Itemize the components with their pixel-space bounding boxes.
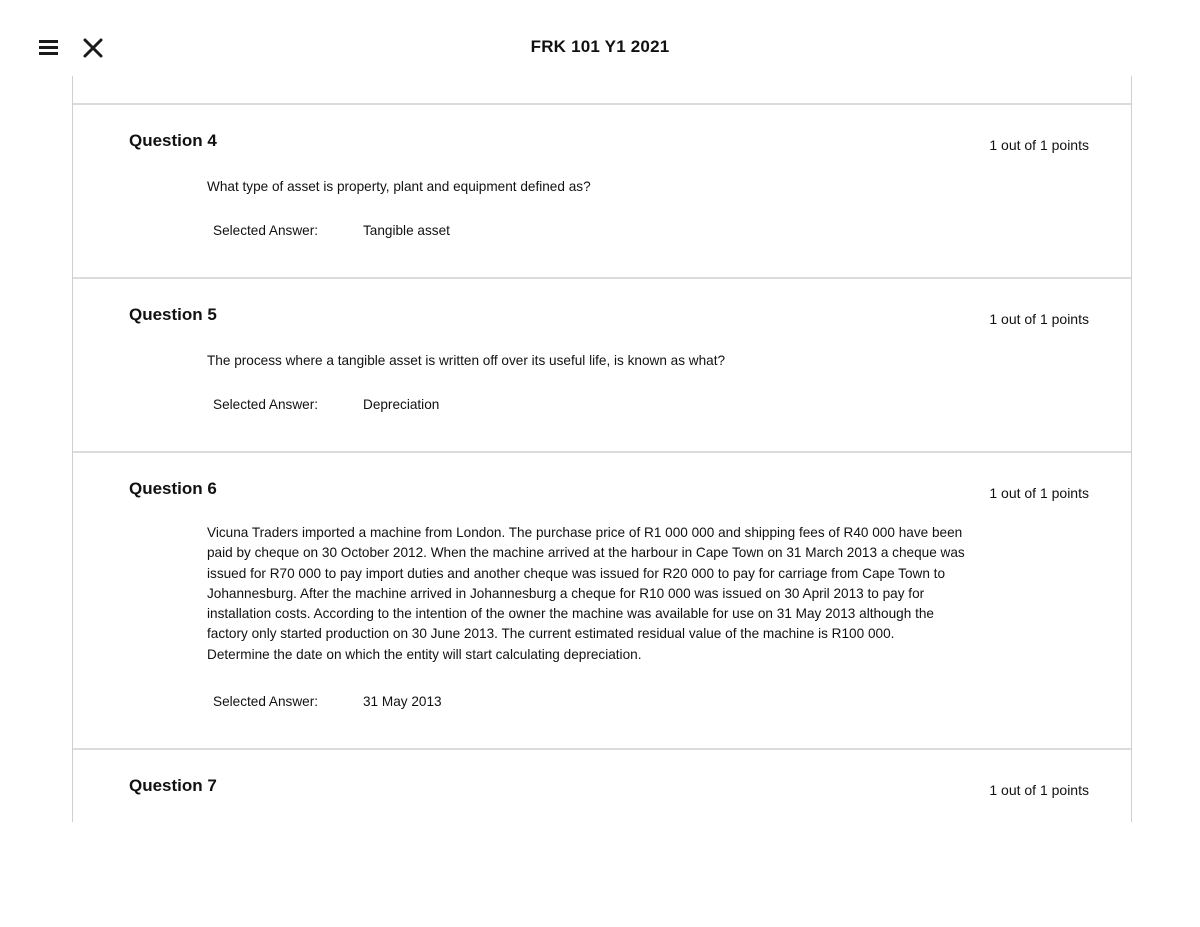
question-text-line: factory only started production on 30 June 2013. The current estimated residual value of the machine is R100 000.	[207, 626, 895, 642]
question-block-7	[73, 748, 1131, 822]
question-points: 1 out of 1 points	[989, 782, 1089, 798]
question-text-line: Johannesburg. After the machine arrived in Johannesburg a cheque for R10 000 was issued on 30 April 2013 to pay for	[207, 585, 925, 601]
question-text-line: installation costs. According to the intention of the owner the machine was available for use on 31 May 2013 although the	[207, 606, 934, 622]
questions-panel	[72, 76, 1132, 822]
page-title: FRK 101 Y1 2021	[530, 37, 670, 56]
selected-answer-label: Selected Answer:	[213, 397, 319, 412]
question-text-line: Vicuna Traders imported a machine from London. The purchase price of R1 000 000 and shipping fees of R40 000 have been	[207, 525, 963, 540]
question-points: 1 out of 1 points	[989, 311, 1089, 327]
question-block-4	[73, 103, 1131, 277]
question-text: The process where a tangible asset is written off over its useful life, is known as what?	[207, 353, 726, 368]
question-text-line: Determine the date on which the entity will start calculating depreciation.	[207, 646, 642, 662]
selected-answer-label: Selected Answer:	[213, 223, 319, 238]
question-text-line: issued for R70 000 to pay import duties and another cheque was issued for R20 000 to pay for carriage from Cape Town to	[207, 565, 946, 581]
question-text	[207, 523, 1087, 665]
question-text-line: paid by cheque on 30 October 2012. When the machine arrived at the harbour in Cape Town on 31 March 2013 a cheque was	[207, 545, 965, 561]
top-bar	[0, 0, 1200, 76]
selected-answer-value: 31 May 2013	[363, 694, 442, 709]
question-title: Question 4	[129, 131, 217, 150]
selected-answer-value: Depreciation	[363, 397, 440, 412]
selected-answer-value: Tangible asset	[363, 223, 450, 238]
question-block-6	[73, 451, 1131, 748]
question-points: 1 out of 1 points	[989, 485, 1089, 501]
question-points: 1 out of 1 points	[989, 137, 1089, 153]
question-title: Question 6	[129, 479, 217, 498]
question-title: Question 5	[129, 305, 217, 324]
question-block-5	[73, 277, 1131, 451]
question-text: What type of asset is property, plant and equipment defined as?	[207, 179, 591, 194]
selected-answer-label: Selected Answer:	[213, 694, 319, 709]
question-title: Question 7	[129, 776, 217, 795]
